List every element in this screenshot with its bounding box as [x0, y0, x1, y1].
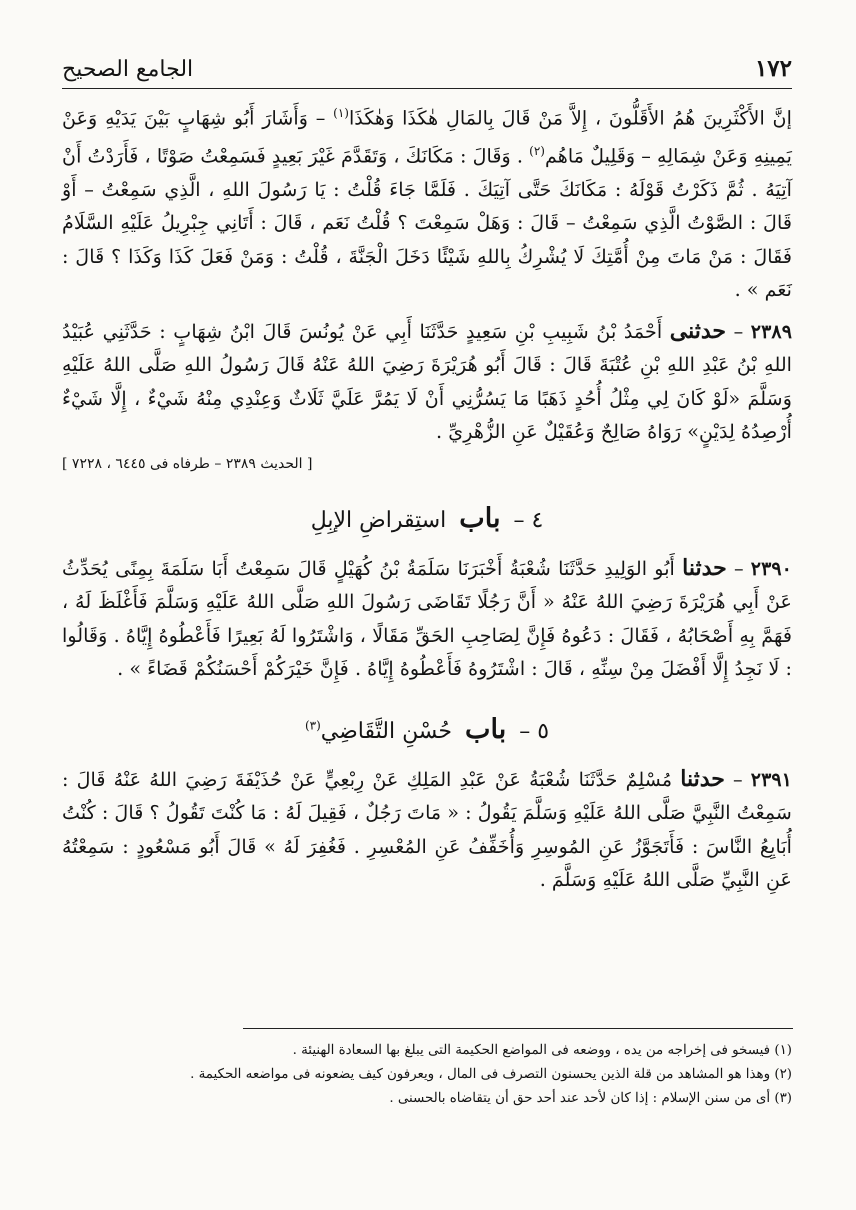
footnote-3: (٣) أى من سنن الإسلام : إذا كان لأحد عند أحد حق أن يتقاضاه بالحسنى . — [389, 1091, 792, 1106]
hadith-text: مُسْلِمٌ حَدَّثَنَا شُعْبَةُ عَنْ عَبْدِ المَلِكِ عَنْ رِبْعِيٍّ عَنْ حُذَيْفَةَ رَضِيَ اللهُ عَنْهُ قَالَ : سَمِعْتُ النَّبِيَّ صَلَّى اللهُ عَلَيْهِ وَسَلَّمَ يَقُولُ : « مَاتَ رَجُلٌ ، فَقِيلَ لَهُ : مَا كُنْتَ تَقُولُ ؟ قَالَ : كُنْتُ أُبَايِعُ النَّاسَ : فَأَتَجَوَّزُ عَنِ المُوسِرِ وَأُخَفِّفُ عَنِ المُعْسِرِ . فَغُفِرَ لَهُ » قَالَ أَبُو مَسْعُودٍ : سَمِعْتُهُ عَنِ النَّبِيِّ صَلَّى اللهُ عَلَيْهِ وَسَلَّمَ . — [62, 767, 792, 892]
text-line: – وَأَشَارَ أَبُو شِهَابٍ بَيْنَ يَدَيْهِ وَعَنْ يَمِينِهِ وَعَنْ شِمَالِهِ – وَقَلِيلٌ مَاهُم — [62, 106, 792, 168]
hadith-text: أَحْمَدُ بْنُ شَبِيبِ بْنِ سَعِيدٍ حَدَّثَنَا أَبِي عَنْ يُونُسَ قَالَ ابْنُ شِهَابٍ : حَدَّثَنِي عُبَيْدُ اللهِ بْنُ عَبْدِ اللهِ بْنِ عُتْبَةَ قَالَ : قَالَ أَبُو هُرَيْرَةَ رَضِيَ اللهُ عَنْهُ قَالَ رَسُولُ اللهِ صَلَّى اللهُ عَلَيْهِ وَسَلَّمَ «لَوْ كَانَ لِي مِثْلُ أُحُدٍ ذَهَبًا مَا يَسُرُّنِي أَنْ لَا يَمُرَّ عَلَيَّ ثَلَاثٌ وَعِنْدِي مِنْهُ شَيْءٌ ، إِلَّا شَيْءٌ أُرْصِدُهُ لِدَيْنٍ» رَوَاهُ صَالِحٌ وَعُقَيْلٌ عَنِ الزُّهْرِيِّ . — [62, 319, 792, 444]
bab-word: باب — [465, 713, 507, 745]
footnote-rule — [243, 1028, 793, 1029]
chapter-number: ٤ – — [513, 507, 544, 533]
footnote-marker: (٢) — [529, 143, 545, 158]
page-number: ١٧٢ — [754, 55, 792, 82]
chapter-heading-4 — [62, 503, 792, 534]
text-line: ثُمَّ ذَكَرْتُ قَوْلَهُ : مَكَانَكَ حَتَّى آتِيَكَ . فَلَمَّا جَاءَ قُلْتُ : يَا رَسُولَ اللهِ ، الَّذِي سَمِعْتُ – أَوْ قَالَ : الصَّوْتُ الَّذِي سَمِعْتُ – قَالَ : وَهَلْ سَمِعْتَ ؟ قُلْتُ نَعَم ، قَالَ : أَتَانِي جِبْرِيلُ عَلَيْهِ السَّلَامُ فَقَالَ : مَنْ مَاتَ مِنْ أُمَّتِكَ لَا يُشْرِكُ بِاللهِ شَيْئًا دَخَلَ الْجَنَّةَ ، قُلْتُ : وَمَنْ فَعَلَ كَذَا وَكَذَا ؟ قَالَ : نَعَم » . — [62, 177, 792, 302]
hadith-2389 — [62, 315, 792, 449]
haddatha-word: حدثنا — [682, 554, 727, 581]
hadith-number: ٢٣٩٠ — [750, 556, 792, 580]
page-header — [62, 55, 792, 82]
bab-word: باب — [459, 502, 501, 534]
main-text-2 — [62, 552, 792, 686]
haddatha-word: حدثنا — [680, 765, 725, 792]
continuation-paragraph — [62, 97, 792, 307]
header-rule — [62, 88, 792, 89]
footnote-marker: (١) — [333, 106, 349, 120]
hadith-reference: [ الحديث ٢٣٨٩ – طرفاه فى ٦٤٤٥ ، ٧٢٢٨ ] — [62, 455, 313, 472]
hadith-number: ٢٣٩١ — [750, 767, 792, 791]
chapter-title: حُسْنِ التَّقَاضِي — [320, 718, 453, 744]
main-text-3 — [62, 763, 792, 897]
footnote-marker: (٣) — [304, 718, 321, 733]
chapter-heading-5 — [62, 714, 792, 745]
haddatha-word: حدثنى — [669, 317, 727, 344]
running-title: الجامع الصحيح — [62, 57, 194, 82]
text-line: . وَقَالَ : مَكَانَكَ ، وَتَقَدَّمَ غَيْرَ بَعِيدٍ فَسَمِعْتُ صَوْتًا ، فَأَرَدْتُ أَنْ آتِيَهُ . — [62, 144, 792, 201]
main-text — [62, 97, 792, 449]
hadith-number: ٢٣٨٩ — [750, 319, 793, 343]
footnotes — [62, 1039, 792, 1111]
chapter-title: استِقراضِ الإبِلِ — [310, 507, 447, 533]
footnote-2: (٢) وهذا هو المشاهد من قلة الذين يحسنون التصرف فى المال ، ويعرفون كيف يضعونه فى مواضعه الحكيمة . — [190, 1067, 792, 1082]
text-line: إنَّ الأَكْثَرِينَ هُمُ الأَقَلُّونَ ، إِلاَّ مَنْ قَالَ بِالمَالِ هٰكَذَا وَهٰكَذَا — [348, 106, 792, 130]
chapter-number: ٥ – — [519, 718, 550, 744]
hadith-text: أَبُو الوَلِيدِ حَدَّثَنَا شُعْبَةُ أَخْبَرَنَا سَلَمَةُ بْنُ كُهَيْلٍ قَالَ سَمِعْتُ أَبَا سَلَمَةَ بِمِنًى يُحَدِّثُ عَنْ أَبِي هُرَيْرَةَ رَضِيَ اللهُ عَنْهُ « أَنَّ رَجُلًا تَقَاضَى رَسُولَ اللهِ صَلَّى اللهُ عَلَيْهِ وَسَلَّمَ فَأَغْلَظَ لَهُ ، فَهَمَّ بِهِ أَصْحَابُهُ ، فَقَالَ : دَعُوهُ فَإِنَّ لِصَاحِبِ الحَقِّ مَقَالًا ، وَاشْتَرُوا لَهُ بَعِيرًا فَأَعْطُوهُ إِيَّاهُ . وَقَالُوا : لَا نَجِدُ إِلَّا أَفْضَلَ مِنْ سِنِّهِ ، قَالَ : اشْتَرُوهُ فَأَعْطُوهُ إِيَّاهُ . فَإِنَّ خَيْرَكُمْ أَحْسَنُكُمْ قَضَاءً » . — [62, 556, 792, 681]
hadith-2390 — [62, 552, 792, 686]
hadith-dash: – — [733, 556, 744, 580]
hadith-dash: – — [733, 767, 743, 791]
hadith-2391 — [62, 763, 792, 897]
footnote-1: (١) فيسخو فى إخراجه من يده ، ووضعه فى المواضع الحكيمة التى يبلغ بها السعادة الهنيئة . — [292, 1043, 792, 1058]
hadith-dash: – — [733, 319, 744, 343]
